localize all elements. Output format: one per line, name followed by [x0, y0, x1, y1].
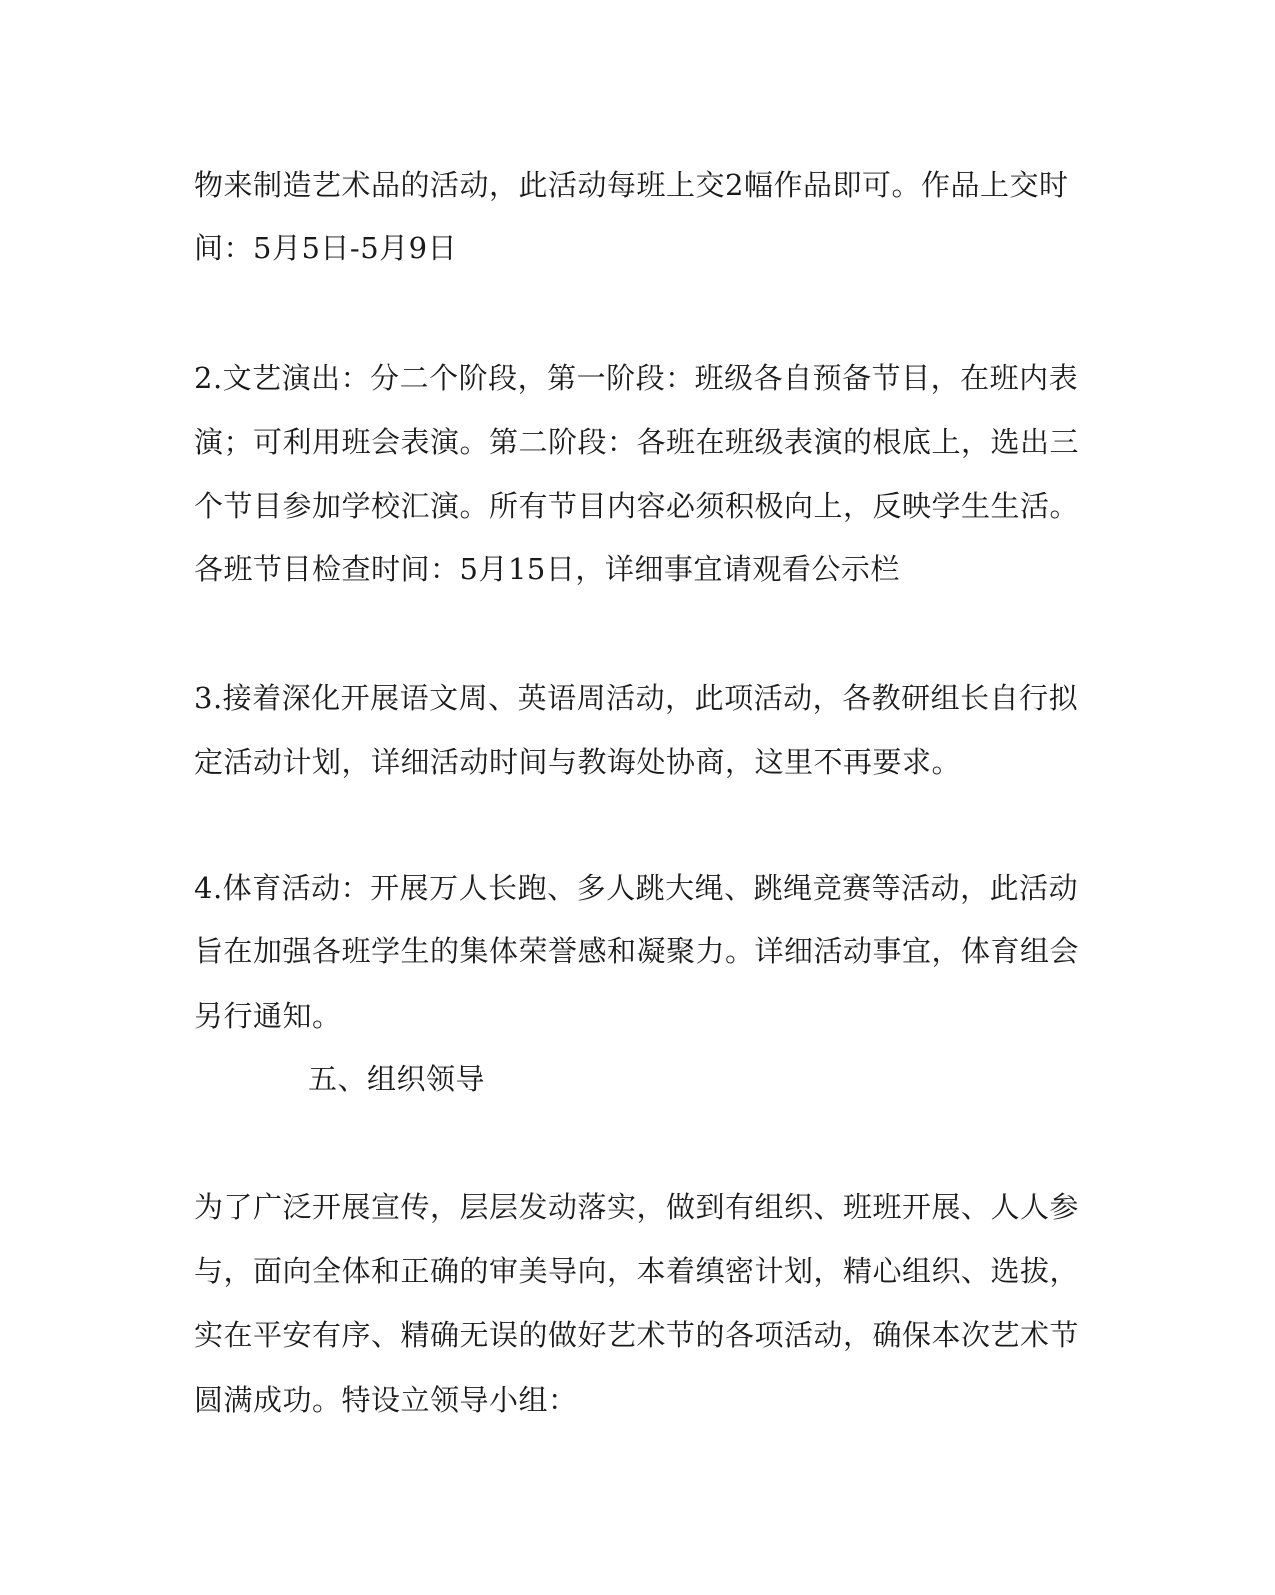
text-line: 与，面向全体和正确的审美导向，本着缜密计划，精心组织、选拔， — [194, 1254, 1080, 1288]
section-heading: 五、组织领导 — [308, 1062, 486, 1096]
text-line: 实在平安有序、精确无误的做好艺术节的各项活动，确保本次艺术节 — [194, 1318, 1080, 1352]
text-line: 物来制造艺术品的活动，此活动每班上交2幅作品即可。作品上交时 — [194, 168, 1069, 202]
text-line: 定活动计划，详细活动时间与教诲处协商，这里不再要求。 — [194, 745, 962, 779]
text-line: 4.体育活动：开展万人长跑、多人跳大绳、跳绳竞赛等活动，此活动 — [194, 871, 1079, 905]
text-line: 个节目参加学校汇演。所有节目内容必须积极向上，反映学生生活。 — [194, 489, 1080, 523]
text-line: 另行通知。 — [194, 999, 342, 1033]
text-line: 各班节目检查时间：5月15日，详细事宜请观看公示栏 — [194, 552, 900, 586]
text-line: 为了广泛开展宣传，层层发动落实，做到有组织、班班开展、人人参 — [194, 1190, 1080, 1224]
text-line: 3.接着深化开展语文周、英语周活动，此项活动，各教研组长自行拟 — [194, 681, 1079, 715]
text-line: 间：5月5日-5月9日 — [194, 231, 458, 265]
text-line: 2.文艺演出：分二个阶段，第一阶段：班级各自预备节目，在班内表 — [194, 361, 1079, 395]
text-line: 演；可利用班会表演。第二阶段：各班在班级表演的根底上，选出三 — [194, 425, 1080, 459]
text-line: 旨在加强各班学生的集体荣誉感和凝聚力。详细活动事宜，体育组会 — [194, 934, 1080, 968]
text-line: 圆满成功。特设立领导小组： — [194, 1383, 578, 1417]
